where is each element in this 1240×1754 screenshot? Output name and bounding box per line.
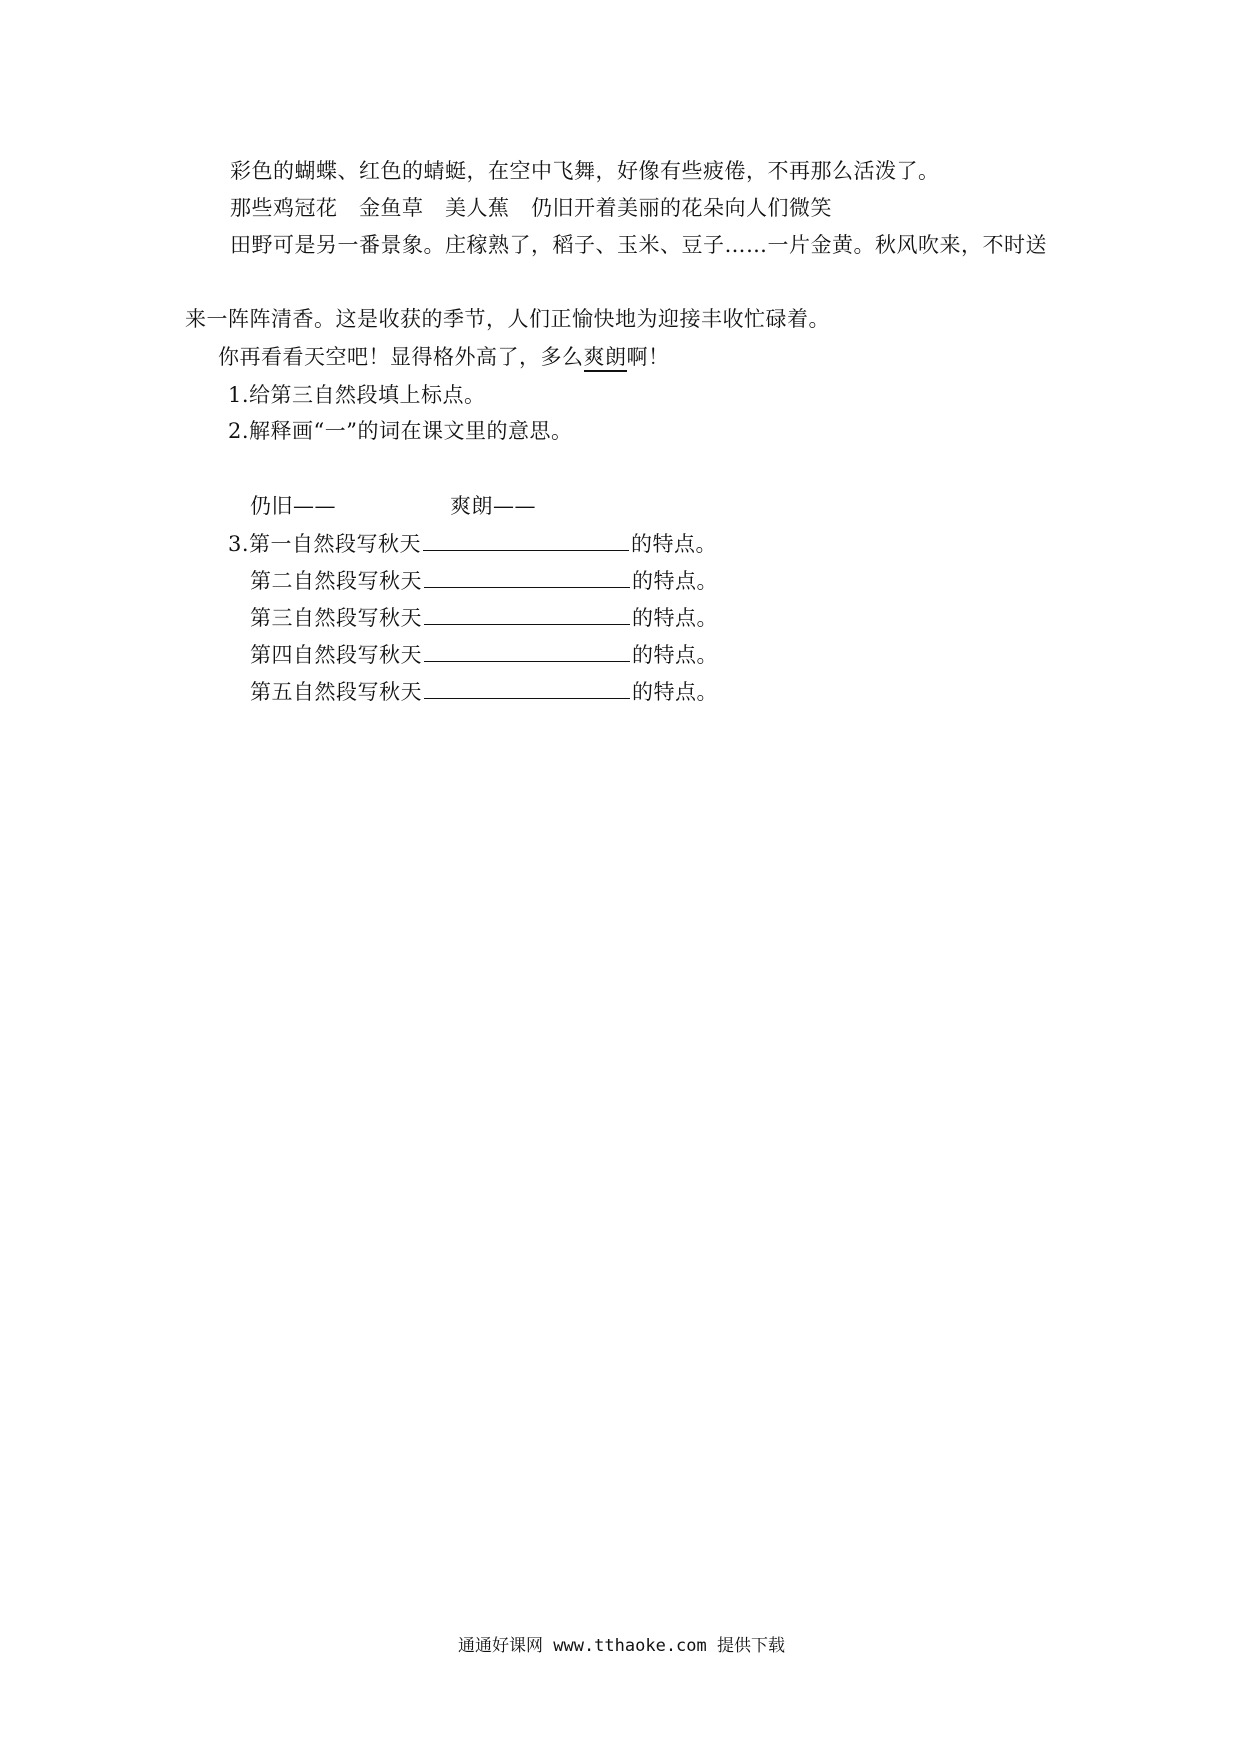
q3-row-prefix: 3.第一自然段写秋天 (228, 532, 422, 556)
q3-row (250, 568, 718, 594)
q2-word-rengjiu: 仍旧—— (250, 494, 336, 518)
answer-blank[interactable] (423, 532, 629, 551)
q3-row (250, 679, 718, 705)
q3-row (250, 605, 718, 631)
underlined-word: 爽朗 (584, 345, 627, 372)
q3-row-suffix: 的特点。 (632, 606, 718, 630)
q3-row-suffix: 的特点。 (631, 532, 718, 556)
question-1: 1.给第三自然段填上标点。 (228, 383, 486, 407)
answer-blank[interactable] (424, 643, 630, 662)
answer-blank[interactable] (424, 606, 630, 625)
q3-row-prefix: 第三自然段写秋天 (250, 606, 422, 630)
passage-line-1: 彩色的蝴蝶、红色的蜻蜓，在空中飞舞，好像有些疲倦，不再那么活泼了。 (230, 159, 940, 183)
q3-row-prefix: 第四自然段写秋天 (250, 643, 422, 667)
footer-source-text: 通通好课网 www.tthaoke.com 提供下载 (458, 1636, 785, 1656)
q2-word-shuanglang: 爽朗—— (450, 494, 536, 518)
passage-line-3: 田野可是另一番景象。庄稼熟了，稻子、玉米、豆子……一片金黄。秋风吹来，不时送 (230, 233, 1047, 257)
passage-line-5-start: 你再看看天空吧！显得格外高了，多么 (218, 345, 584, 369)
passage-line-5 (218, 344, 670, 370)
passage-line-5-end: 啊！ (626, 345, 670, 369)
answer-blank[interactable] (424, 680, 630, 699)
q3-row-suffix: 的特点。 (632, 569, 718, 593)
passage-line-2: 那些鸡冠花 金鱼草 美人蕉 仍旧开着美丽的花朵向人们微笑 (230, 196, 832, 220)
q3-row-suffix: 的特点。 (632, 680, 718, 704)
q3-row-prefix: 第二自然段写秋天 (250, 569, 422, 593)
answer-blank[interactable] (424, 569, 630, 588)
passage-line-4: 来一阵阵清香。这是收获的季节，人们正愉快地为迎接丰收忙碌着。 (185, 307, 830, 331)
q3-row (228, 531, 717, 557)
question-2: 2.解释画“一”的词在课文里的意思。 (228, 419, 573, 443)
q3-row-suffix: 的特点。 (632, 643, 718, 667)
q3-row-prefix: 第五自然段写秋天 (250, 680, 422, 704)
q3-row (250, 642, 718, 668)
